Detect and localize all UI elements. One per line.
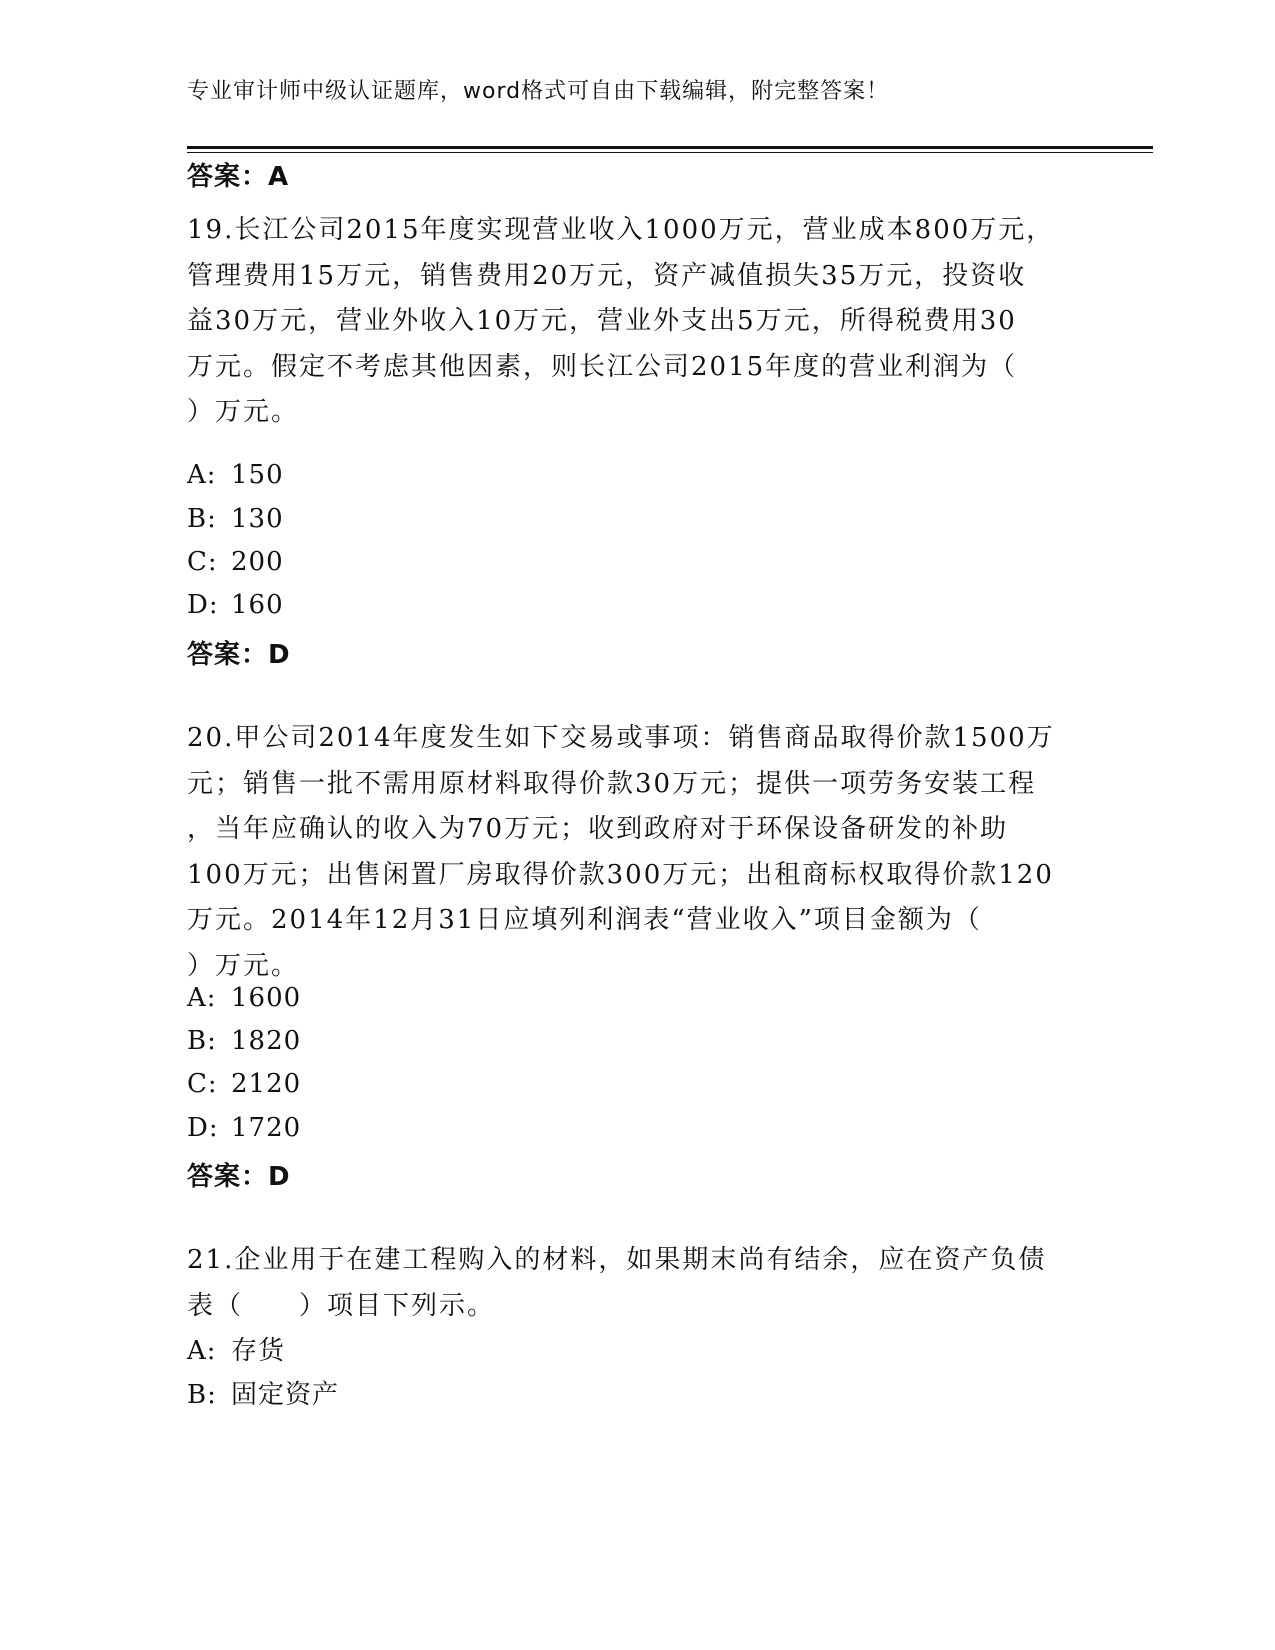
option-a [187, 1330, 285, 1367]
answer-prefix: 答案： [187, 162, 269, 192]
question-text [187, 1238, 1077, 1329]
option-d [187, 1113, 301, 1143]
option-text: 2120 [231, 1069, 302, 1099]
option-text: 200 [231, 547, 284, 577]
option-label: D: [187, 1113, 219, 1143]
question-line: ）万元。 [187, 397, 300, 427]
option-text: 1820 [231, 1026, 302, 1056]
option-b [187, 1374, 339, 1411]
option-b [187, 504, 284, 534]
option-text: 1720 [231, 1113, 302, 1143]
question-line: 21.企业用于在建工程购入的材料，如果期末尚有结余，应在资产负债 [187, 1245, 1047, 1275]
answer-prefix: 答案： [187, 1162, 269, 1192]
option-text: 固定资产 [231, 1380, 340, 1410]
option-c [187, 1069, 301, 1099]
option-b [187, 1026, 301, 1056]
option-text: 存货 [231, 1336, 286, 1366]
answer-value: D [268, 1162, 291, 1192]
option-label: A: [187, 460, 217, 490]
header-rule-thin [187, 152, 1153, 153]
question-line: 20.甲公司2014年度发生如下交易或事项：销售商品取得价款1500万 [187, 723, 1055, 753]
header-rule-thick [187, 146, 1153, 149]
option-d [187, 590, 284, 620]
answer-line [187, 156, 289, 193]
question-line: 100万元；出售闲置厂房取得价款300万元；出租商标权取得价款120 [187, 859, 1054, 890]
option-label: A: [187, 1336, 217, 1366]
question-text [187, 716, 1077, 989]
question-line: 万元。假定不考虑其他因素，则长江公司2015年度的营业利润为（ [187, 351, 1018, 382]
option-label: B: [187, 504, 217, 534]
question-line: 益30万元，营业外收入10万元，营业外支出5万元，所得税费用30 [187, 306, 1017, 336]
option-text: 1600 [231, 983, 302, 1013]
option-label: A: [187, 983, 217, 1013]
question-line: 元；销售一批不需用原材料取得价款30万元；提供一项劳务安装工程 [187, 768, 1037, 799]
option-label: B: [187, 1380, 217, 1410]
answer-value: D [268, 640, 291, 670]
question-line: ）万元。 [187, 950, 300, 981]
answer-line [187, 634, 291, 671]
question-line: 万元。2014年12月31日应填列利润表“营业收入”项目金额为（ [187, 905, 982, 935]
question-line: 管理费用15万元，销售费用20万元，资产减值损失35万元，投资收 [187, 260, 1027, 291]
option-c [187, 547, 284, 577]
answer-prefix: 答案： [187, 640, 269, 670]
page-header: 专业审计师中级认证题库，word格式可自由下载编辑，附完整答案！ [187, 79, 890, 104]
question-line: ，当年应确认的收入为70万元；收到政府对于环保设备研发的补助 [187, 814, 1009, 844]
question-line: 19.长江公司2015年度实现营业收入1000万元，营业成本800万元， [187, 215, 1055, 245]
option-a [187, 983, 301, 1013]
question-text [187, 208, 1077, 436]
option-label: C: [187, 1069, 218, 1099]
option-label: D: [187, 590, 219, 620]
option-label: C: [187, 547, 218, 577]
option-text: 160 [231, 590, 284, 620]
option-text: 130 [231, 504, 284, 534]
option-a [187, 460, 284, 490]
answer-line [187, 1156, 291, 1193]
answer-value: A [268, 162, 290, 192]
question-line: 表（ ）项目下列示。 [187, 1290, 496, 1321]
option-label: B: [187, 1026, 217, 1056]
option-text: 150 [231, 460, 284, 490]
